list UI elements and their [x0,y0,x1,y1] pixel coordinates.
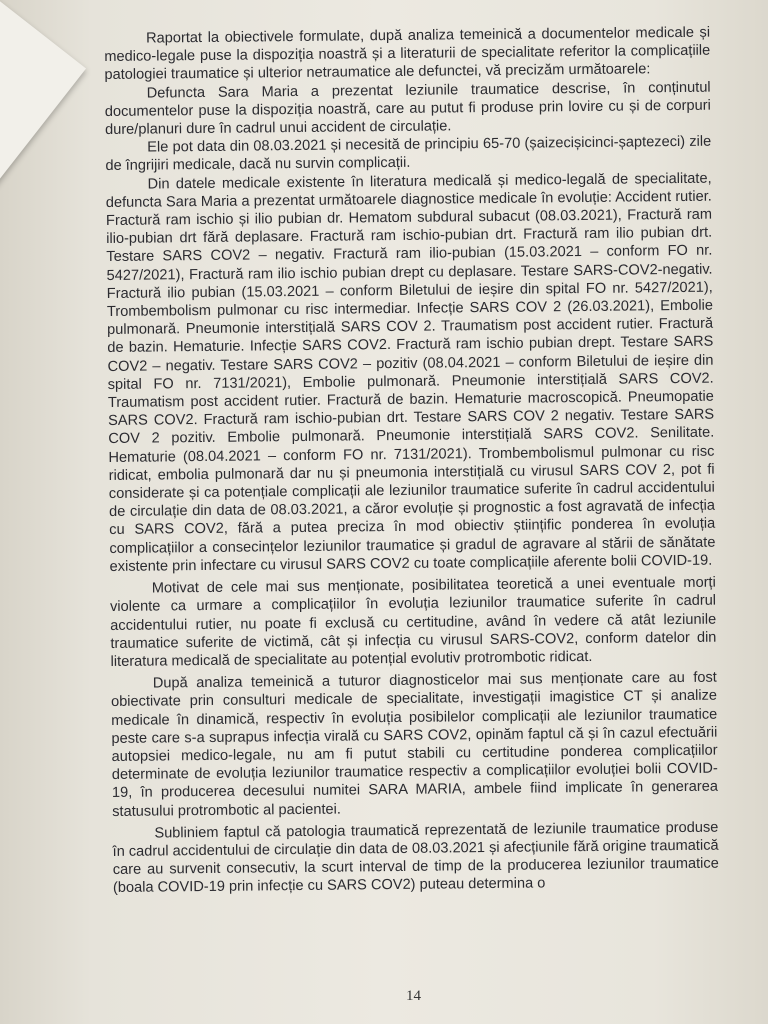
paragraph-intro: Raportat la obiectivele formulate, după analiza temeinică a documentelor medicale și medico-legale puse la dispoziția noastră și a literaturii de specialitate referitor la complicațiile patologiei traumatice și ulterior netraumatice ale defunctei, vă precizăm următoarele: [104,24,711,84]
paragraph-analysis: După analiza temeinică a tuturor diagnosticelor mai sus menționate care au fost obiectivate prin consulturi medicale de specialitate, investigații imagistice CT și analize medicale în dinamică, respectiv în evoluția posibilelor complicații ale leziunilor traumatice peste care s-a suprapus infecția virală cu SARS COV2, opinăm faptul că și în cazul efectuării autopsiei medico-legale, nu am fi putut stabili cu certitudine ponderea complicațiilor determinate de evoluția leziunilor traumatice respectiv a complicațiilor evoluției bolii COVID-19, în producerea decesului numitei SARA MARIA, ambele fiind implicate în generarea statusului protrombotic al pacientei. [110,669,719,820]
underlying-page-corner [0,0,86,187]
paragraph-dating: Ele pot data din 08.03.2021 și necesită de principiu 65-70 (șaizecișicinci-șaptezeci) zile de îngrijiri medicale, dacă nu survin complicații. [105,133,712,175]
paragraph-injuries: Defuncta Sara Maria a prezentat leziunile traumatice descrise, în conținutul documentelor puse la dispoziția noastră, care au putut fi produse prin lovire cu și de corpuri dure/planuri dure în cadrul unui accident de circulație. [104,79,711,139]
paragraph-motivation: Motivat de cele mai sus menționate, posibilitatea teoretică a unei eventuale morți violente ca urmare a complicațiilor în evoluția leziunilor traumatice suferite în cadrul accidentului rutier, nu poate fi exclusă cu certitudine, având în vedere că atât leziunile traumatice suferite de victimă, cât și infecția cu virusul SARS-COV2, conform datelor din literatura medicală de specialitate au potențial evolutiv protrombotic ridicat. [109,574,717,670]
page-number: 14 [406,988,421,1004]
report-body [104,24,719,898]
paragraph-diagnoses: Din datele medicale existente în literatura medicală și medico-legală de specialitate, defuncta Sara Maria a prezentat următoarele diagnostice medicale în evoluție: Accident rutier. Fractură ram ischio și ilio pubian dr. Hematom subdural subacut (08.03.2021), Fractură ram ilio-pubian drt fără deplasare. Fractură ram ischio-pubian drt. Fractură ram ilio pubian drt. Testare SARS COV2 – negativ. Fractură ram ilio-pubian (15.03.2021 – conform FO nr. 5427/2021), Fractură ram ilio ischio pubian drept cu deplasare. Testare SARS-COV2-negativ. Fractură ilio pubian (15.03.2021 – conform Biletului de ieșire din spital FO nr. 5427/2021), Trombembolism pulmonar cu risc intermediar. Infecție SARS COV 2 (26.03.2021), Embolie pulmonară. Pneumonie interstițială SARS COV 2. Traumatism post accident rutier. Fractură de bazin. Hematurie. Infecție SARS COV2. Fractură ram ischio pubian drept. Testare SARS COV2 – negativ. Testare SARS COV2 – pozitiv (08.04.2021 – conform Biletului de ieșire din spital FO nr. 7131/2021), Embolie pulmonară. Pneumonie interstițială SARS COV2. Traumatism post accident rutier. Fractură de bazin. Hematurie macroscopică. Pneumopatie SARS COV2. Fractură ram ischio-pubian drt. Testare SARS COV 2 negativ. Testare SARS COV 2 pozitiv. Embolie pulmonară. Pneumonie interstițială SARS COV2. Senilitate. Hematurie (08.04.2021 – conform FO nr. 7131/2021). Trombembolismul pulmonar cu risc ridicat, embolia pulmonară dar nu și pneumonia interstițială cu virusul SARS COV 2, pot fi considerate și ca potențiale complicații ale leziunilor traumatice suferite în cadrul accidentului de circulație din data de 08.03.2021, a căror evoluție și prognostic a fost agravată de infecția cu SARS COV2, fără a putea preciza în mod obiectiv științific ponderea în evoluția complicațiilor a consecințelor leziunilor traumatice și gradul de agravare al stării de sănătate existente prin infectare cu virusul SARS COV2 cu toate complicațiile aferente bolii COVID-19. [105,170,716,575]
paragraph-emphasis: Subliniem faptul că patologia traumatică reprezentată de leziunile traumatice produse în cadrul accidentului de circulație din data de 08.03.2021 și afecțiunile fără origine traumatică care au survenit consecutiv, la scurt interval de timp de la producerea leziunilor traumatice (boala COVID-19 prin infecție cu SARS COV2) puteau determina o [112,819,719,897]
